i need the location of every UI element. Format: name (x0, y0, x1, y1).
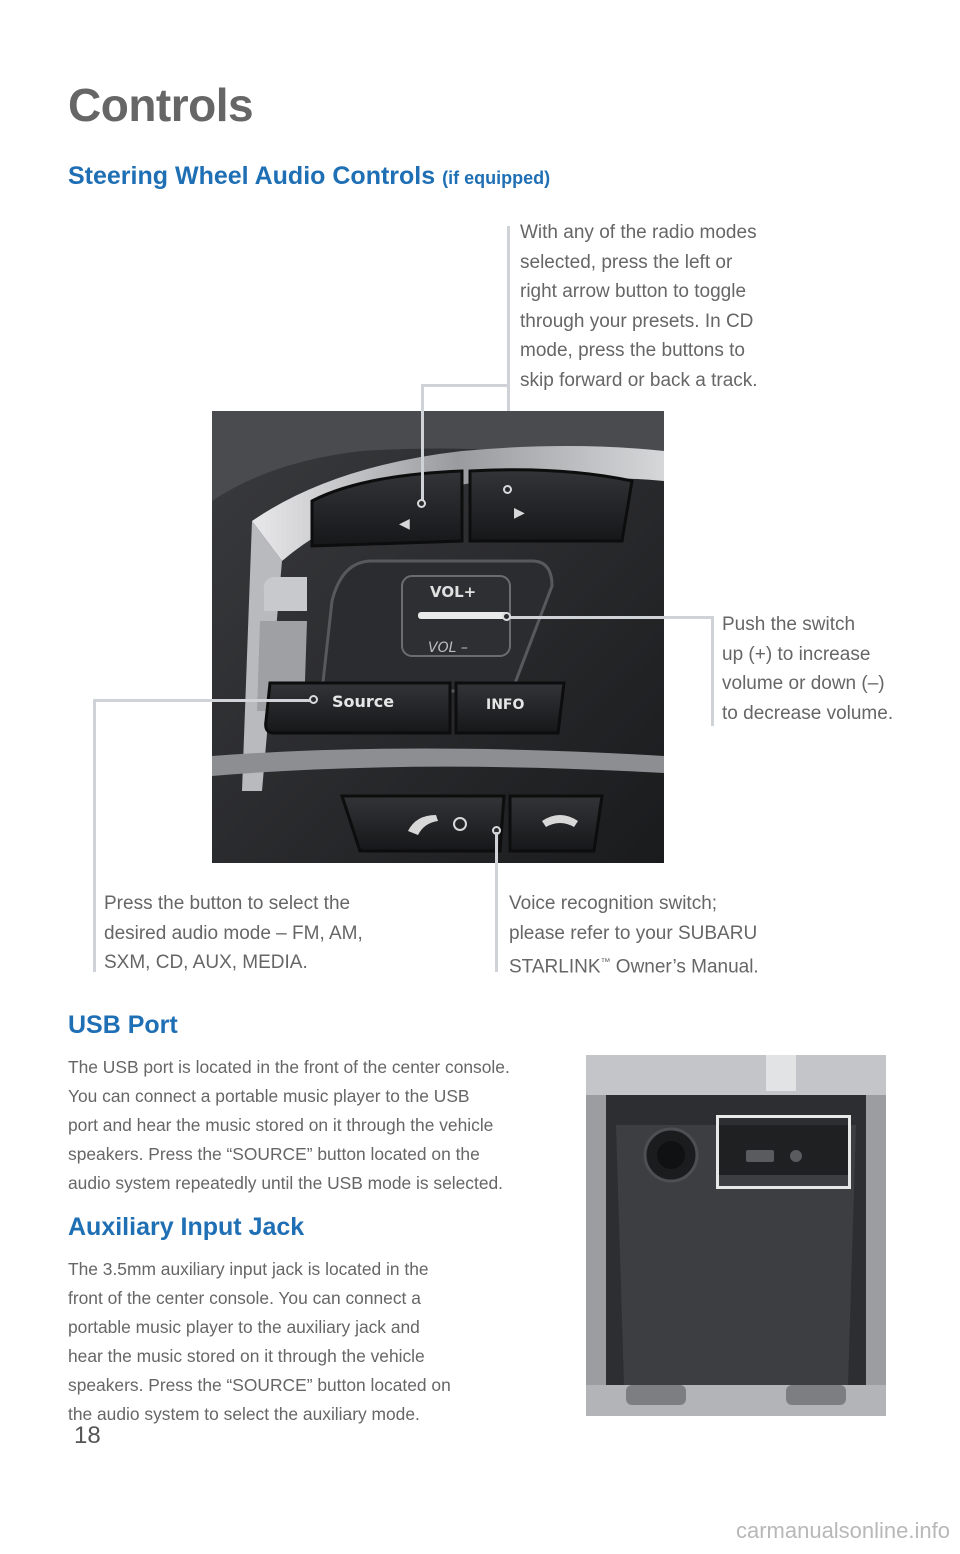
info-button-label: INFO (486, 697, 525, 713)
usb-line-4: speakers. Press the “SOURCE” button located on the (68, 1144, 480, 1164)
usb-aux-highlight-box (716, 1115, 851, 1189)
section-title-steering (68, 162, 550, 191)
arrows-line-4: through your presets. In CD (520, 310, 754, 332)
usb-title: USB Port (68, 1011, 178, 1039)
voice-line-3 (509, 948, 789, 982)
voice-line-3-rest: Owner’s Manual. (610, 956, 759, 978)
aux-line-6: the audio system to select the auxiliary mode. (68, 1404, 420, 1424)
volume-callout-bar (711, 616, 714, 726)
usb-line-3: port and hear the music stored on it through the vehicle (68, 1115, 494, 1135)
source-connector-h (93, 699, 315, 702)
voice-callout (509, 889, 789, 982)
left-arrow-connector-h (421, 384, 509, 387)
source-callout (104, 889, 404, 978)
source-line-1: Press the button to select the (104, 893, 351, 914)
source-button-label: Source (332, 692, 395, 711)
source-line-2: desired audio mode – FM, AM, (104, 922, 363, 944)
aux-line-5: speakers. Press the “SOURCE” button located on (68, 1375, 451, 1395)
arrows-line-3: right arrow button to toggle (520, 281, 747, 302)
left-arrow-marker (417, 499, 426, 508)
voice-line-1: Voice recognition switch; (509, 893, 718, 914)
right-arrow-marker (503, 485, 512, 494)
source-callout-bar (93, 699, 96, 972)
watermark: carmanualsonline.info (735, 1518, 950, 1543)
volume-line-3: volume or down (–) (722, 673, 885, 694)
voice-line-2: please refer to your SUBARU (509, 922, 758, 944)
volume-line-1: Push the switch (722, 614, 856, 635)
usb-line-5: audio system repeatedly until the USB mode is selected. (68, 1173, 503, 1193)
aux-title: Auxiliary Input Jack (68, 1213, 305, 1241)
right-arrow-icon: ▶ (514, 505, 525, 521)
arrows-line-1: With any of the radio modes (520, 222, 757, 243)
volume-line-4: to decrease volume. (722, 702, 894, 724)
source-line-3: SXM, CD, AUX, MEDIA. (104, 952, 308, 973)
volume-line-2: up (+) to increase (722, 643, 871, 665)
steering-wheel-illustration (212, 411, 664, 863)
source-marker (309, 695, 318, 704)
usb-line-2: You can connect a portable music player to the USB (68, 1086, 470, 1106)
trademark-sign: ™ (600, 957, 611, 968)
left-arrow-connector-v (421, 384, 424, 502)
center-console-photo (586, 1055, 886, 1416)
usb-line-1: The USB port is located in the front of the center console. (68, 1057, 510, 1077)
arrows-line-2: selected, press the left or (520, 251, 733, 273)
page-number: 18 (74, 1422, 101, 1449)
arrows-line-5: mode, press the buttons to (520, 340, 745, 361)
page-title: Controls (68, 79, 254, 131)
steering-wheel-photo (212, 411, 664, 863)
aux-line-2: front of the center console. You can connect a (68, 1288, 421, 1308)
if-equipped-note: (if equipped) (442, 168, 551, 188)
volume-connector (508, 616, 713, 619)
aux-line-4: hear the music stored on it through the vehicle (68, 1346, 425, 1366)
aux-line-3: portable music player to the auxiliary jack and (68, 1317, 420, 1337)
arrows-callout (520, 218, 780, 395)
voice-callout-bar (495, 832, 498, 972)
volume-callout (722, 610, 952, 728)
volume-marker (502, 612, 511, 621)
console-illustration (586, 1055, 886, 1416)
usb-body (68, 1053, 578, 1198)
arrows-line-6: skip forward or back a track. (520, 369, 758, 391)
left-arrow-icon: ◀ (399, 516, 410, 532)
steering-title-text: Steering Wheel Audio Controls (68, 162, 436, 190)
vol-up-label: VOL+ (430, 583, 477, 601)
starlink-brand: STARLINK (509, 956, 601, 978)
vol-down-label: VOL – (428, 640, 468, 656)
aux-body (68, 1255, 538, 1429)
aux-line-1: The 3.5mm auxiliary input jack is located in the (68, 1259, 429, 1279)
